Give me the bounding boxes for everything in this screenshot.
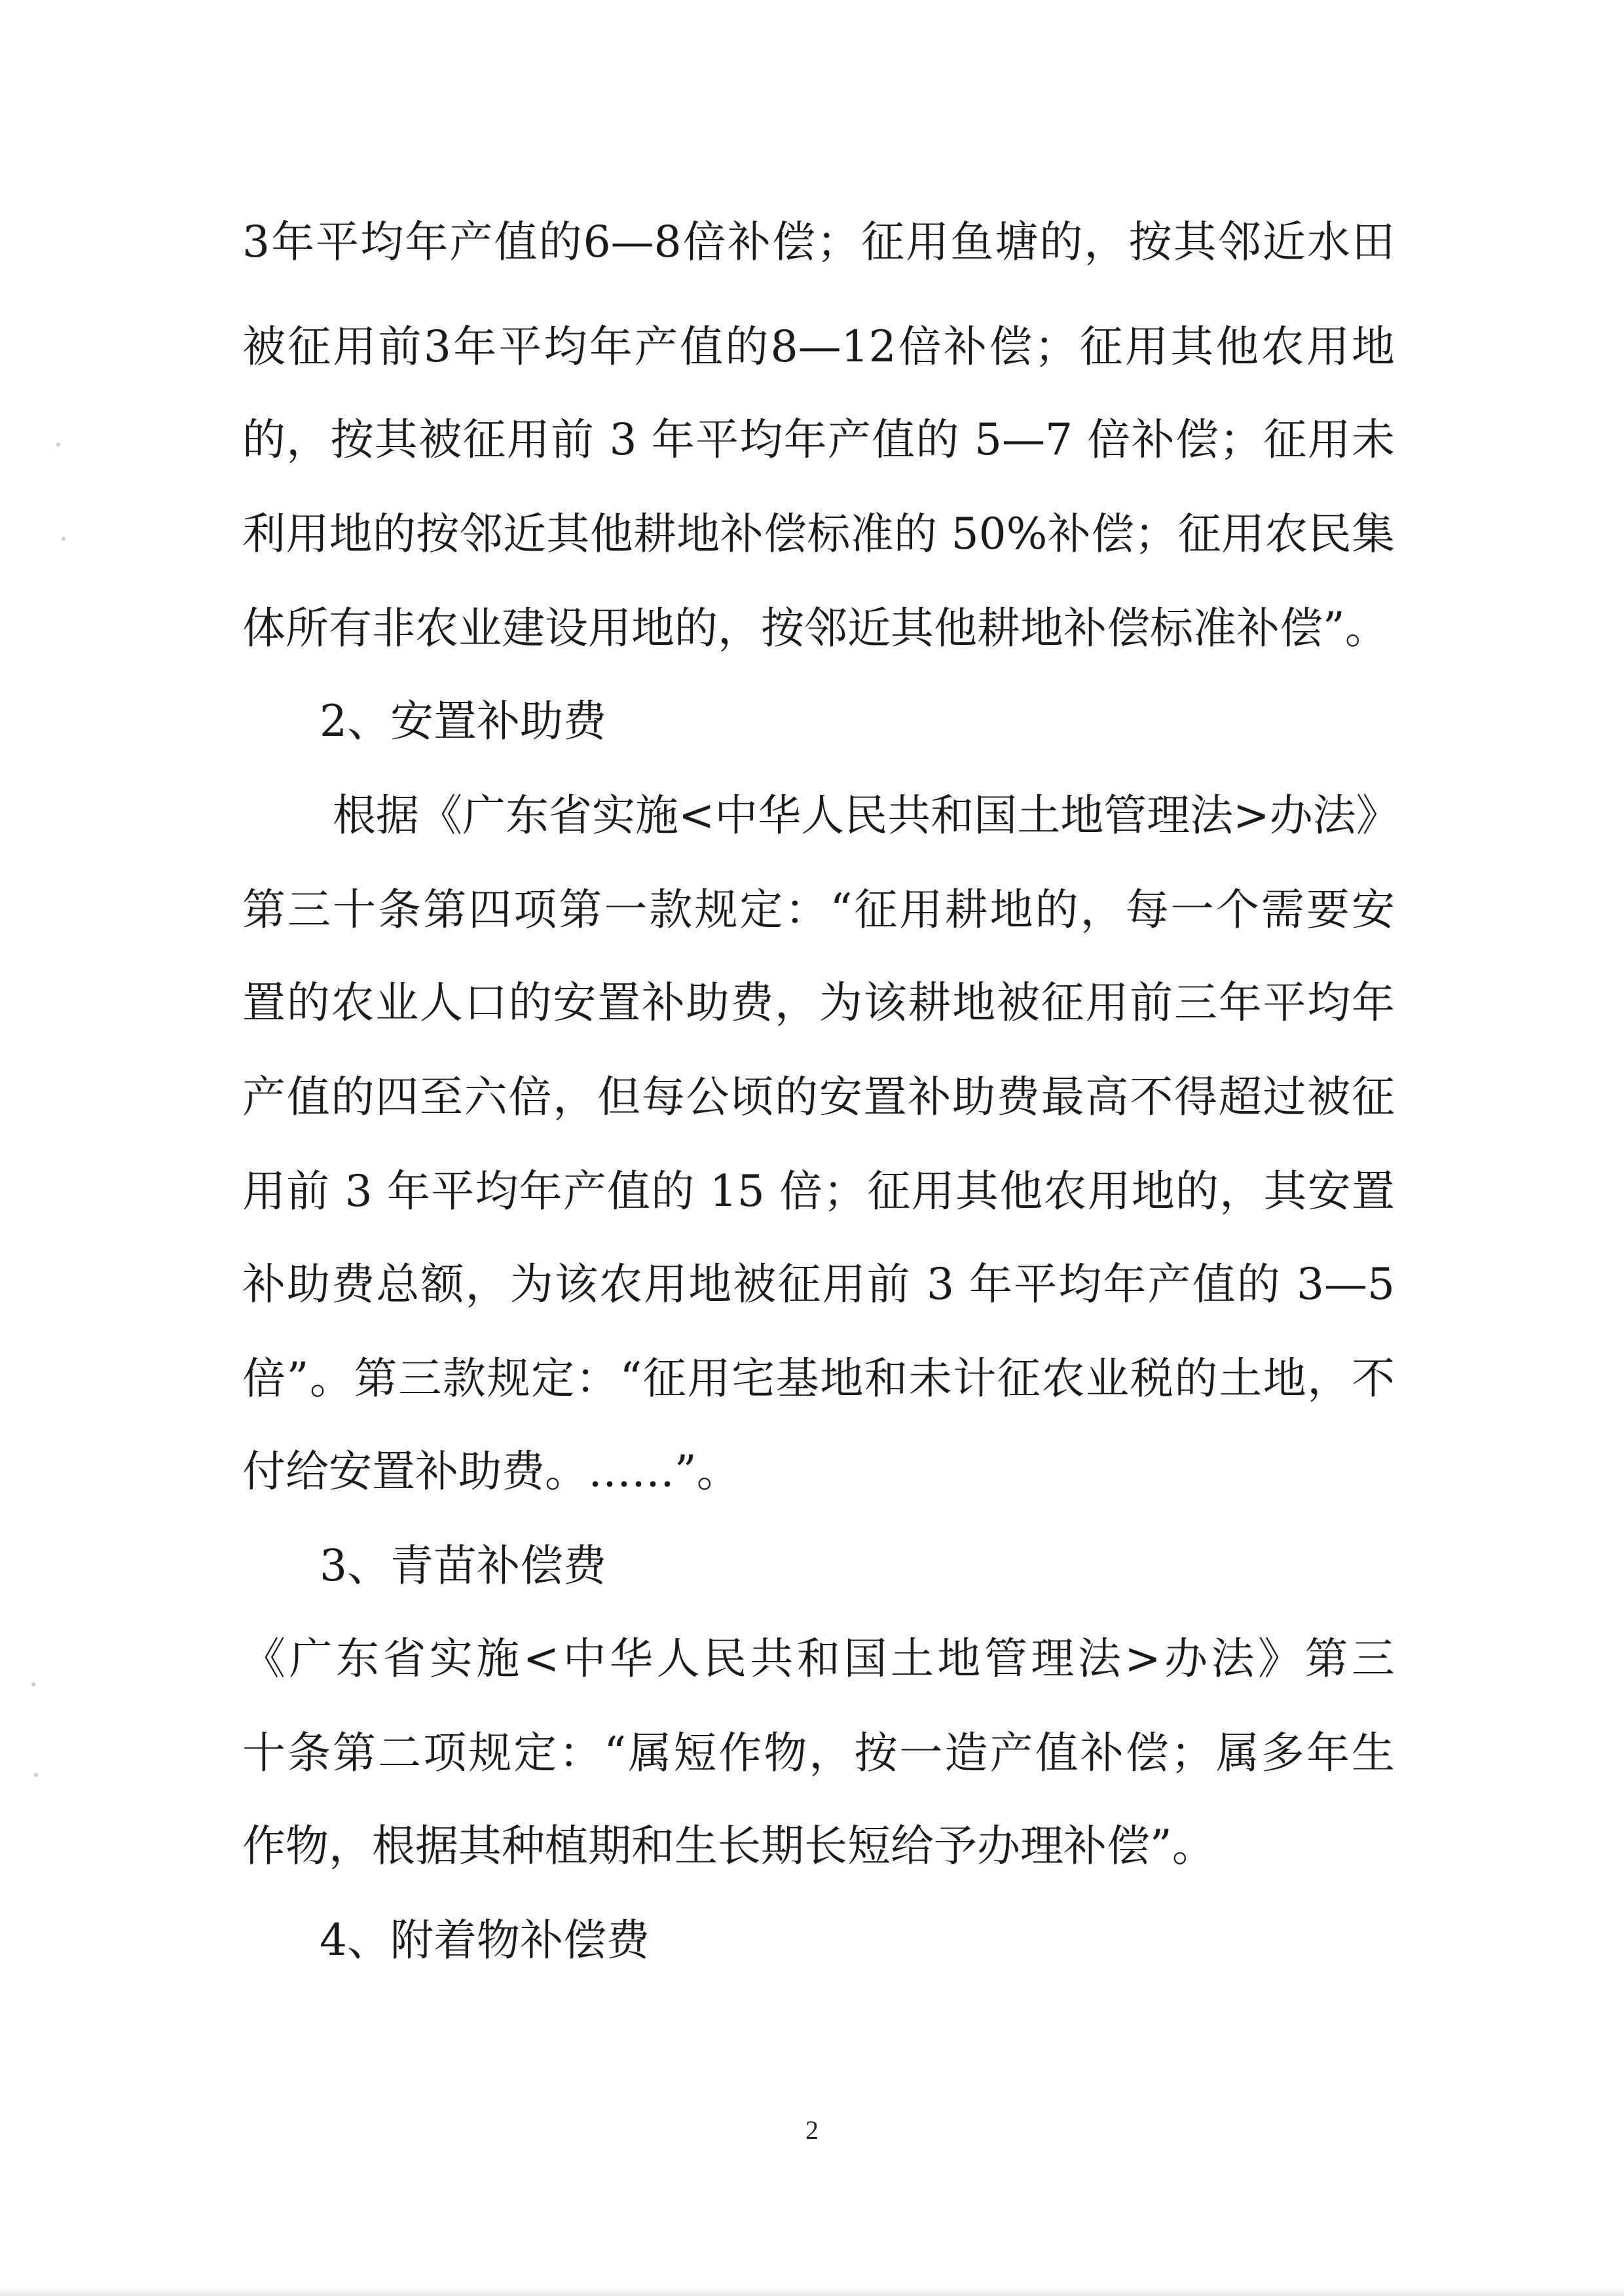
section-heading: 2、安置补助费 (320, 696, 606, 746)
scan-speck (34, 1773, 38, 1777)
paragraph-line: 十条第二项规定：“属短作物，按一造产值补偿；属多年生 (242, 1728, 1395, 1778)
paragraph-line: 倍”。第三款规定：“征用宅基地和未计征农业税的土地，不 (242, 1353, 1395, 1404)
page-number: 2 (805, 2115, 819, 2145)
paragraph-line: 产值的四至六倍，但每公顷的安置补助费最高不得超过被征 (242, 1072, 1395, 1122)
scan-speck (56, 443, 60, 446)
paragraph-line: 第三十条第四项第一款规定：“征用耕地的，每一个需要安 (242, 884, 1395, 935)
paragraph-line: 置的农业人口的安置补助费，为该耕地被征用前三年平均年 (242, 977, 1395, 1028)
paragraph-line: 的，按其被征用前 3 年平均年产值的 5—7 倍补偿；征用未 (242, 414, 1395, 465)
paragraph-line: 补助费总额，为该农用地被征用前 3 年平均年产值的 3—5 (242, 1259, 1395, 1309)
paragraph-line: 被征用前3年平均年产值的8—12倍补偿；征用其他农用地 (242, 321, 1395, 372)
paragraph-line: 体所有非农业建设用地的，按邻近其他耕地补偿标准补偿”。 (242, 603, 1388, 653)
scan-speck (62, 537, 65, 541)
section-heading: 3、青苗补偿费 (320, 1540, 606, 1591)
paragraph-line: 利用地的按邻近其他耕地补偿标准的 50%补偿；征用农民集 (242, 509, 1395, 559)
paragraph-line: 根据《广东省实施<中华人民共和国土地管理法>办法》 (333, 790, 1399, 841)
paragraph-line: 《广东省实施<中华人民共和国土地管理法>办法》第三 (242, 1633, 1395, 1684)
section-heading: 4、附着物补偿费 (320, 1915, 650, 1965)
scan-speck (31, 1683, 35, 1686)
paragraph-line: 3年平均年产值的6—8倍补偿；征用鱼塘的，按其邻近水田 (242, 217, 1395, 267)
scan-bottom-edge (0, 2287, 1624, 2296)
paragraph-line: 作物，根据其种植期和生长期长短给予办理补偿”。 (242, 1821, 1215, 1871)
paragraph-line: 用前 3 年平均年产值的 15 倍；征用其他农用地的，其安置 (242, 1166, 1395, 1216)
paragraph-line: 付给安置补助费。……”。 (242, 1446, 740, 1497)
